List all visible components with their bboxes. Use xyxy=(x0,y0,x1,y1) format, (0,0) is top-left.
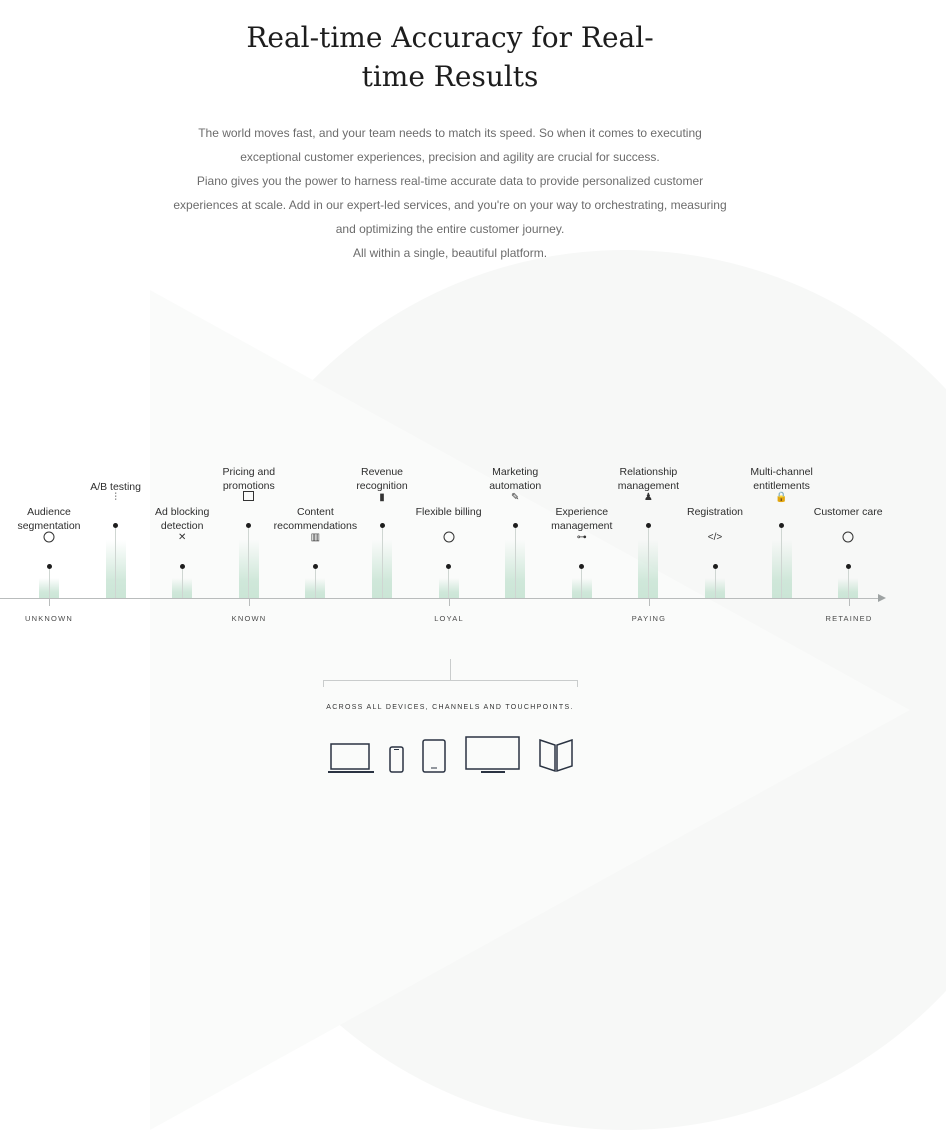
feature-dot xyxy=(180,564,185,569)
feature-dot xyxy=(246,523,251,528)
percent-tag-icon xyxy=(241,491,257,505)
x-icon: ✕ xyxy=(177,532,187,543)
sliders-icon: ⫶ xyxy=(114,492,117,503)
feature-dot xyxy=(846,564,851,569)
stage-label: LOYAL xyxy=(434,614,464,623)
feature-dot xyxy=(579,564,584,569)
feature-label: Content recommendations xyxy=(273,506,358,532)
feature-dot xyxy=(313,564,318,569)
journey-feature[interactable] xyxy=(788,0,908,823)
phone-icon xyxy=(389,746,405,774)
page-title: Real-time Accuracy for Real-time Results xyxy=(246,21,654,93)
stage-tick xyxy=(449,599,450,606)
feature-stem xyxy=(315,569,316,598)
stage-label: PAYING xyxy=(631,614,667,623)
feature-stem xyxy=(49,569,50,598)
pencil-icon: ✎ xyxy=(510,492,520,503)
intro-text xyxy=(170,121,730,265)
feature-label: Experience management xyxy=(551,506,613,532)
intro-paragraph-3: All within a single, beautiful platform. xyxy=(352,246,548,260)
stage-label: KNOWN xyxy=(231,614,267,623)
stage-tick xyxy=(249,599,250,606)
devices-bracket xyxy=(323,680,578,687)
feature-stem xyxy=(382,528,383,598)
book-icon: ▥ xyxy=(310,532,321,543)
feature-stem xyxy=(848,569,849,598)
feature-label: Registration xyxy=(686,506,744,518)
clock-icon xyxy=(441,531,457,545)
feature-label: Audience segmentation xyxy=(17,506,81,532)
feature-dot xyxy=(47,564,52,569)
intro-paragraph-1: The world moves fast, and your team needs to match its speed. So when it comes to executing exceptional customer experiences, precision and agility are crucial for success. xyxy=(198,126,702,164)
toggle-icon: ⊶ xyxy=(576,532,587,543)
tablet-icon xyxy=(422,739,447,773)
feature-dot xyxy=(779,523,784,528)
feature-stem xyxy=(648,528,649,598)
stage-label: UNKNOWN xyxy=(25,614,73,623)
feature-label: Marketing automation xyxy=(489,466,542,492)
devices-caption: ACROSS ALL DEVICES, CHANNELS AND TOUCHPOINTS. xyxy=(326,704,574,711)
ebook-icon xyxy=(538,737,574,773)
bracket-connector xyxy=(450,659,451,680)
laptop-icon xyxy=(328,742,374,774)
feature-stem xyxy=(115,528,116,598)
feature-dot xyxy=(380,523,385,528)
stage-tick xyxy=(649,599,650,606)
feature-dot xyxy=(113,523,118,528)
stage-tick xyxy=(49,599,50,606)
feature-label: Revenue recognition xyxy=(356,466,408,492)
monitor-icon xyxy=(465,736,521,774)
chat-bubble-icon xyxy=(840,531,856,545)
feature-dot xyxy=(713,564,718,569)
feature-stem xyxy=(248,528,249,598)
user-circle-icon xyxy=(41,531,57,545)
code-icon: </> xyxy=(707,532,723,543)
feature-label: Relationship management xyxy=(617,466,680,492)
feature-stem xyxy=(715,569,716,598)
feature-label: Flexible billing xyxy=(415,506,482,518)
feature-label: A/B testing xyxy=(90,481,141,493)
lock-icon: 🔒 xyxy=(775,492,788,503)
bar-chart-icon: ▮ xyxy=(379,492,385,503)
feature-stem xyxy=(515,528,516,598)
intro-paragraph-2: Piano gives you the power to harness real-time accurate data to provide personalized customer experiences at scale. Add in our expert-led services, and you're on your way to orchestrating, measuring and optimizing the entire customer journey. xyxy=(173,174,727,236)
feature-stem xyxy=(448,569,449,598)
feature-stem xyxy=(182,569,183,598)
feature-stem xyxy=(581,569,582,598)
feature-dot xyxy=(646,523,651,528)
feature-dot xyxy=(446,564,451,569)
feature-label: Multi-channel entitlements xyxy=(750,466,813,492)
feature-label: Pricing and promotions xyxy=(222,466,276,492)
feature-dot xyxy=(513,523,518,528)
feature-stem xyxy=(781,528,782,598)
users-icon: ♟ xyxy=(643,492,653,503)
feature-label: Customer care xyxy=(813,506,883,518)
feature-label: Ad blocking detection xyxy=(155,506,210,532)
stage-tick xyxy=(849,599,850,606)
stage-label: RETAINED xyxy=(825,614,873,623)
